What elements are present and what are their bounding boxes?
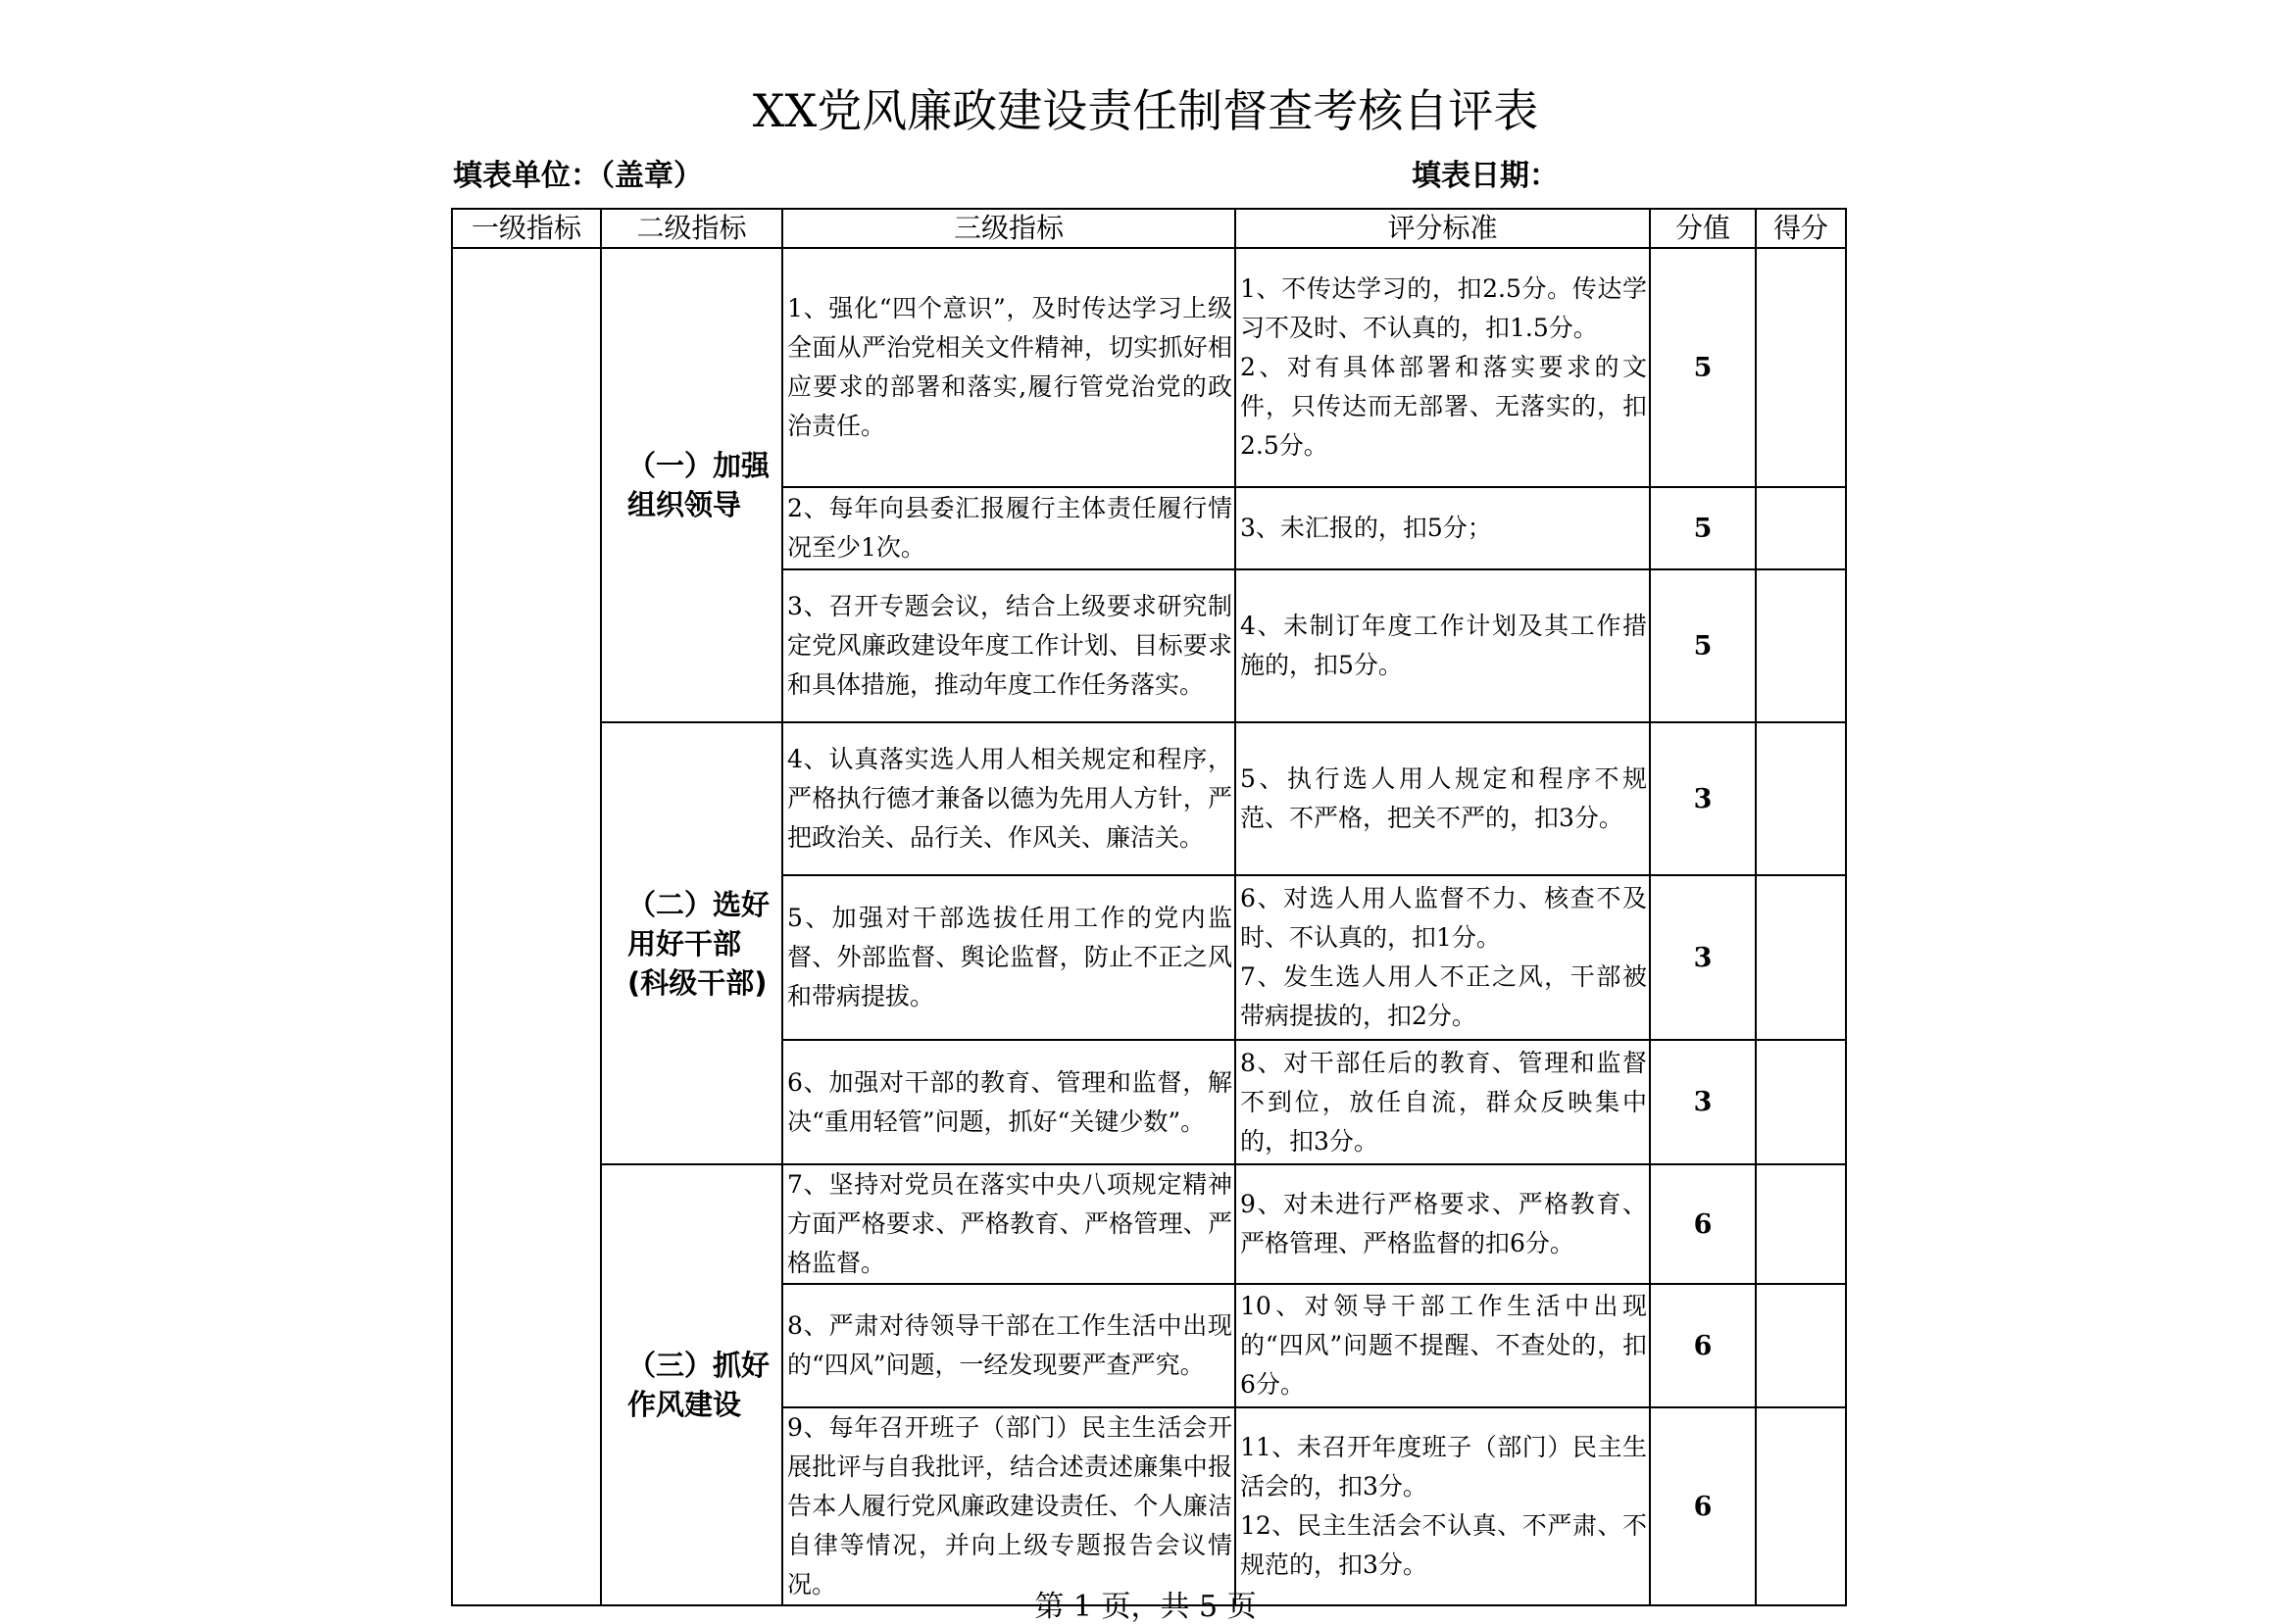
earned-cell[interactable] <box>1756 875 1846 1040</box>
table-row <box>452 248 1846 487</box>
page-footer: 第 1 页，共 5 页 <box>1034 1590 1257 1624</box>
indicator-cell: 1、强化“四个意识”，及时传达学习上级全面从严治党相关文件精神，切实抓好相应要求的部署和落实,履行管党治党的政治责任。 <box>782 248 1235 487</box>
fill-date-label: 填表日期： <box>1412 159 1559 193</box>
earned-cell[interactable] <box>1756 1407 1846 1605</box>
criteria-cell: 11、未召开年度班子（部门）民主生活会的，扣3分。 12、民主生活会不认真、不严肃、不规范的，扣3分。 <box>1235 1407 1650 1605</box>
section-cell: （一）加强组织领导 <box>601 248 782 722</box>
score-cell: 6 <box>1650 1284 1756 1407</box>
indicator-cell: 4、认真落实选人用人相关规定和程序，严格执行德才兼备以德为先用人方针，严把政治关、品行关、作风关、廉洁关。 <box>782 722 1235 875</box>
score-cell: 3 <box>1650 1040 1756 1164</box>
criteria-cell: 8、对干部任后的教育、管理和监督不到位，放任自流，群众反映集中的，扣3分。 <box>1235 1040 1650 1164</box>
earned-cell[interactable] <box>1756 1284 1846 1407</box>
header-level1: 一级指标 <box>452 209 601 248</box>
header-criteria: 评分标准 <box>1235 209 1650 248</box>
criteria-cell: 5、执行选人用人规定和程序不规范、不严格，把关不严的，扣3分。 <box>1235 722 1650 875</box>
score-cell: 3 <box>1650 875 1756 1040</box>
criteria-cell: 6、对选人用人监督不力、核查不及时、不认真的，扣1分。 7、发生选人用人不正之风，干部被带病提拔的，扣2分。 <box>1235 875 1650 1040</box>
page-title: XX党风廉政建设责任制督查考核自评表 <box>752 84 1539 137</box>
score-cell: 6 <box>1650 1407 1756 1605</box>
header-level2: 二级指标 <box>601 209 782 248</box>
indicator-cell: 7、坚持对党员在落实中央八项规定精神方面严格要求、严格教育、严格管理、严格监督。 <box>782 1164 1235 1284</box>
fill-unit-label: 填表单位：（盖章） <box>453 159 703 193</box>
score-cell: 3 <box>1650 722 1756 875</box>
earned-cell[interactable] <box>1756 1164 1846 1284</box>
score-cell: 5 <box>1650 487 1756 569</box>
score-cell: 5 <box>1650 569 1756 722</box>
level1-cell <box>452 248 601 1605</box>
earned-cell[interactable] <box>1756 569 1846 722</box>
header-level3: 三级指标 <box>782 209 1235 248</box>
header-earned: 得分 <box>1756 209 1846 248</box>
indicator-cell: 2、每年向县委汇报履行主体责任履行情况至少1次。 <box>782 487 1235 569</box>
indicator-cell: 3、召开专题会议，结合上级要求研究制定党风廉政建设年度工作计划、目标要求和具体措施，推动年度工作任务落实。 <box>782 569 1235 722</box>
table-header-row <box>452 209 1846 248</box>
section-cell: （二）选好用好干部(科级干部) <box>601 722 782 1164</box>
score-cell: 5 <box>1650 248 1756 487</box>
criteria-cell: 1、不传达学习的，扣2.5分。传达学习不及时、不认真的，扣1.5分。 2、对有具体部署和落实要求的文件，只传达而无部署、无落实的，扣2.5分。 <box>1235 248 1650 487</box>
table-row <box>452 1164 1846 1284</box>
earned-cell[interactable] <box>1756 248 1846 487</box>
section-cell: （三）抓好作风建设 <box>601 1164 782 1605</box>
criteria-cell: 10、对领导干部工作生活中出现的“四风”问题不提醒、不查处的，扣6分。 <box>1235 1284 1650 1407</box>
criteria-cell: 9、对未进行严格要求、严格教育、严格管理、严格监督的扣6分。 <box>1235 1164 1650 1284</box>
evaluation-table <box>451 208 1847 1606</box>
indicator-cell: 5、加强对干部选拔任用工作的党内监督、外部监督、舆论监督，防止不正之风和带病提拔。 <box>782 875 1235 1040</box>
earned-cell[interactable] <box>1756 1040 1846 1164</box>
table-row <box>452 722 1846 875</box>
score-cell: 6 <box>1650 1164 1756 1284</box>
indicator-cell: 9、每年召开班子（部门）民主生活会开展批评与自我批评，结合述责述廉集中报告本人履行党风廉政建设责任、个人廉洁自律等情况，并向上级专题报告会议情况。 <box>782 1407 1235 1605</box>
criteria-cell: 4、未制订年度工作计划及其工作措施的，扣5分。 <box>1235 569 1650 722</box>
earned-cell[interactable] <box>1756 487 1846 569</box>
earned-cell[interactable] <box>1756 722 1846 875</box>
indicator-cell: 8、严肃对待领导干部在工作生活中出现的“四风”问题，一经发现要严查严究。 <box>782 1284 1235 1407</box>
header-score: 分值 <box>1650 209 1756 248</box>
criteria-cell: 3、未汇报的，扣5分； <box>1235 487 1650 569</box>
indicator-cell: 6、加强对干部的教育、管理和监督，解决“重用轻管”问题，抓好“关键少数”。 <box>782 1040 1235 1164</box>
